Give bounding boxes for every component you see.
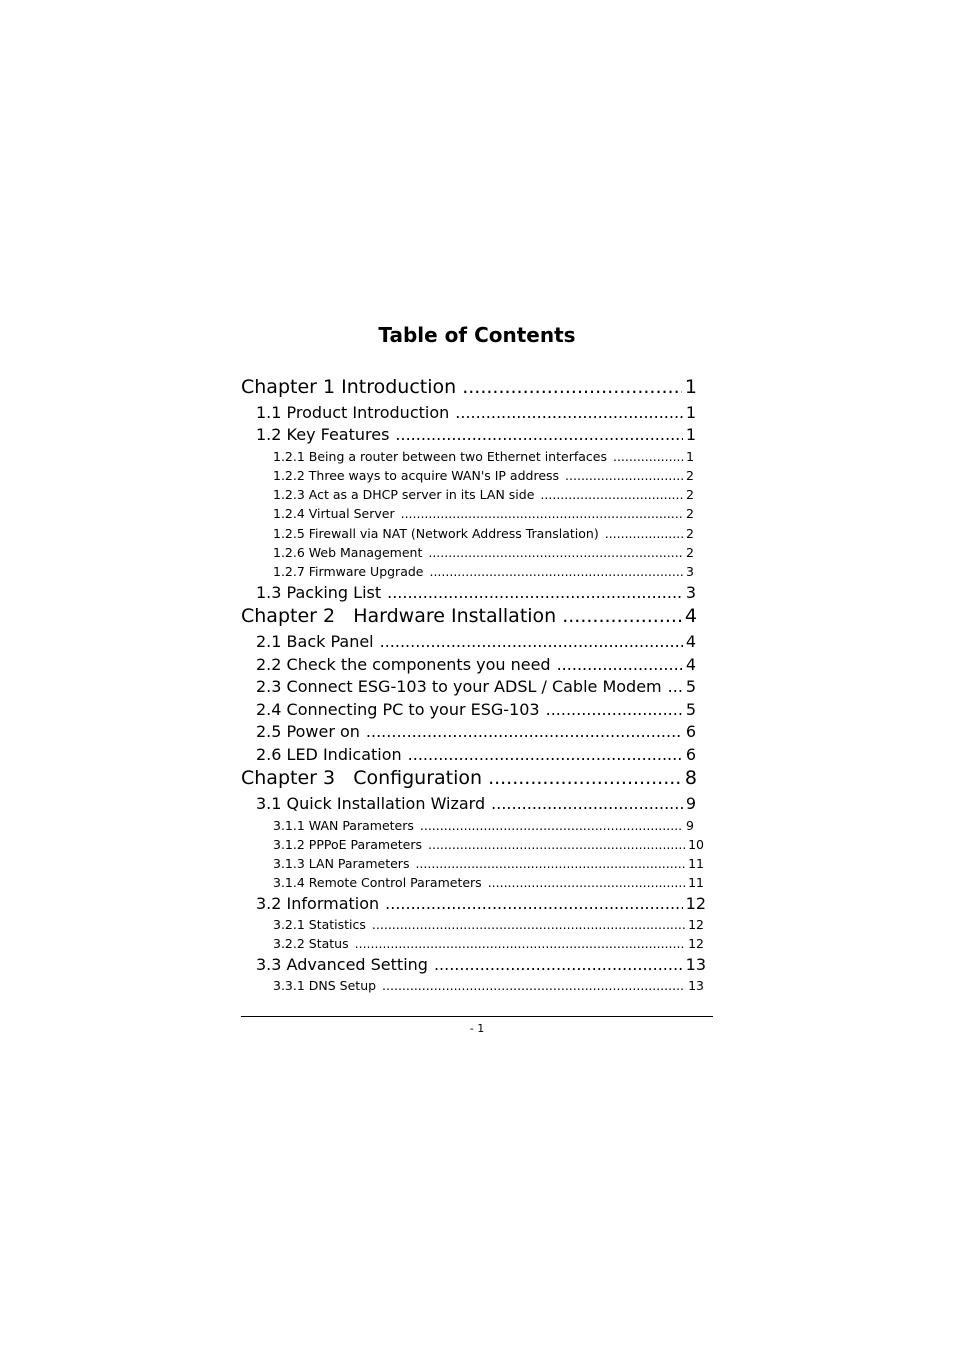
- toc-entry-label: 1.2.7 Firmware Upgrade: [273, 564, 424, 579]
- toc-entry-page: 3: [686, 564, 694, 579]
- toc-entry-page: 12: [688, 936, 704, 951]
- toc-entry-page: 1: [686, 449, 694, 464]
- toc-entry-page: 6: [685, 722, 696, 741]
- toc-entry-label: 3.2 Information: [256, 894, 380, 913]
- toc-entry-page: 13: [685, 955, 706, 974]
- toc-entry-page: 9: [686, 818, 694, 833]
- toc-entry-label: 1.2 Key Features: [256, 425, 390, 444]
- toc-entry-chapter-3[interactable]: [241, 764, 697, 792]
- toc-entry-label: 1.2.4 Virtual Server: [273, 506, 395, 521]
- toc-entry-2-5[interactable]: [256, 721, 696, 743]
- toc-entry-page: 4: [685, 655, 696, 674]
- toc-entry-label: 3.3 Advanced Setting: [256, 955, 428, 974]
- toc-entry-page: 2: [686, 526, 694, 541]
- toc-entry-label: Chapter 2 Hardware Installation: [241, 605, 557, 627]
- toc-entry-2-3[interactable]: [256, 676, 696, 698]
- toc-entry-3-1-2[interactable]: [273, 835, 704, 854]
- toc-entry-page: 10: [688, 837, 704, 852]
- toc-entry-label: 3.1.1 WAN Parameters: [273, 818, 414, 833]
- toc-entry-page: 4: [684, 605, 697, 627]
- toc-entry-1-2[interactable]: [256, 424, 696, 446]
- toc-entry-page: 3: [685, 583, 696, 602]
- toc-entry-label: 3.2.2 Status: [273, 936, 349, 951]
- toc-entry-page: 5: [685, 700, 696, 719]
- toc-entry-label: 1.2.6 Web Management: [273, 545, 423, 560]
- toc-entry-2-4[interactable]: [256, 699, 696, 721]
- toc-entry-label: 1.1 Product Introduction: [256, 403, 450, 422]
- toc-entry-page: 1: [685, 403, 696, 422]
- toc-entry-page: 2: [686, 487, 694, 502]
- toc-entry-page: 2: [686, 468, 694, 483]
- toc-entry-2-6[interactable]: [256, 744, 696, 766]
- toc-entry-label: 2.3 Connect ESG-103 to your ADSL / Cable Modem: [256, 677, 662, 696]
- toc-entry-3-2-1[interactable]: [273, 915, 704, 934]
- toc-entry-label: 2.4 Connecting PC to your ESG-103: [256, 700, 540, 719]
- toc-entry-label: 1.3 Packing List: [256, 583, 382, 602]
- toc-entry-label: 1.2.1 Being a router between two Ethernet interfaces: [273, 449, 607, 464]
- toc-entry-3-1-1[interactable]: [273, 816, 694, 835]
- toc-entry-label: 1.2.3 Act as a DHCP server in its LAN side: [273, 487, 535, 502]
- toc-entry-3-3[interactable]: [256, 954, 706, 976]
- toc-entry-3-3-1[interactable]: [273, 976, 704, 995]
- toc-entry-page: 2: [686, 545, 694, 560]
- toc-entry-1-2-1[interactable]: [273, 447, 694, 466]
- toc-entry-page: 8: [684, 767, 697, 789]
- toc-entry-3-2-2[interactable]: [273, 934, 704, 953]
- toc-entry-3-1[interactable]: [256, 793, 696, 815]
- toc-entry-label: 2.6 LED Indication: [256, 745, 402, 764]
- toc-entry-label: Chapter 1 Introduction: [241, 376, 457, 398]
- toc-entry-page: 13: [688, 978, 704, 993]
- toc-entry-3-1-3[interactable]: [273, 854, 704, 873]
- toc-entry-page: 12: [688, 917, 704, 932]
- toc-entry-page: 2: [686, 506, 694, 521]
- toc-entry-chapter-2[interactable]: [241, 602, 697, 630]
- toc-entry-page: 9: [685, 794, 696, 813]
- toc-entry-label: Chapter 3 Configuration: [241, 767, 483, 789]
- toc-entry-label: 1.2.5 Firewall via NAT (Network Address Translation): [273, 526, 599, 541]
- toc-entry-2-2[interactable]: [256, 654, 696, 676]
- toc-entry-page: 1: [684, 376, 697, 398]
- toc-entry-page: 6: [685, 745, 696, 764]
- toc-entry-2-1[interactable]: [256, 631, 696, 653]
- toc-entry-label: 2.5 Power on: [256, 722, 360, 741]
- page-number: - 1: [469, 1022, 485, 1035]
- toc-entry-1-1[interactable]: [256, 402, 696, 424]
- toc-entry-1-2-2[interactable]: [273, 466, 694, 485]
- toc-entry-1-2-5[interactable]: [273, 524, 694, 543]
- toc-entry-label: 3.1.3 LAN Parameters: [273, 856, 410, 871]
- toc-entry-page: 4: [685, 632, 696, 651]
- toc-entry-label: 3.3.1 DNS Setup: [273, 978, 377, 993]
- footer-divider: [241, 1016, 713, 1017]
- toc-entry-page: 11: [688, 875, 704, 890]
- toc-entry-label: 2.1 Back Panel: [256, 632, 374, 651]
- toc-entry-page: 11: [688, 856, 704, 871]
- toc-entry-chapter-1[interactable]: [241, 373, 697, 401]
- toc-entry-page: 12: [685, 894, 706, 913]
- toc-entry-label: 1.2.2 Three ways to acquire WAN's IP address: [273, 468, 560, 483]
- toc-entry-1-2-3[interactable]: [273, 485, 694, 504]
- toc-entry-3-2[interactable]: [256, 893, 706, 915]
- page-title: Table of Contents: [378, 323, 576, 347]
- toc-entry-page: 1: [685, 425, 696, 444]
- toc-entry-1-2-4[interactable]: [273, 504, 694, 523]
- toc-entry-label: 3.1 Quick Installation Wizard: [256, 794, 486, 813]
- toc-entry-1-2-6[interactable]: [273, 543, 694, 562]
- toc-entry-3-1-4[interactable]: [273, 873, 704, 892]
- toc-entry-label: 2.2 Check the components you need: [256, 655, 551, 674]
- toc-entry-label: 3.1.4 Remote Control Parameters: [273, 875, 482, 890]
- toc-entry-1-3[interactable]: [256, 582, 696, 604]
- toc-entry-label: 3.2.1 Statistics: [273, 917, 366, 932]
- toc-entry-label: 3.1.2 PPPoE Parameters: [273, 837, 423, 852]
- toc-entry-1-2-7[interactable]: [273, 562, 694, 581]
- toc-entry-page: 5: [685, 677, 696, 696]
